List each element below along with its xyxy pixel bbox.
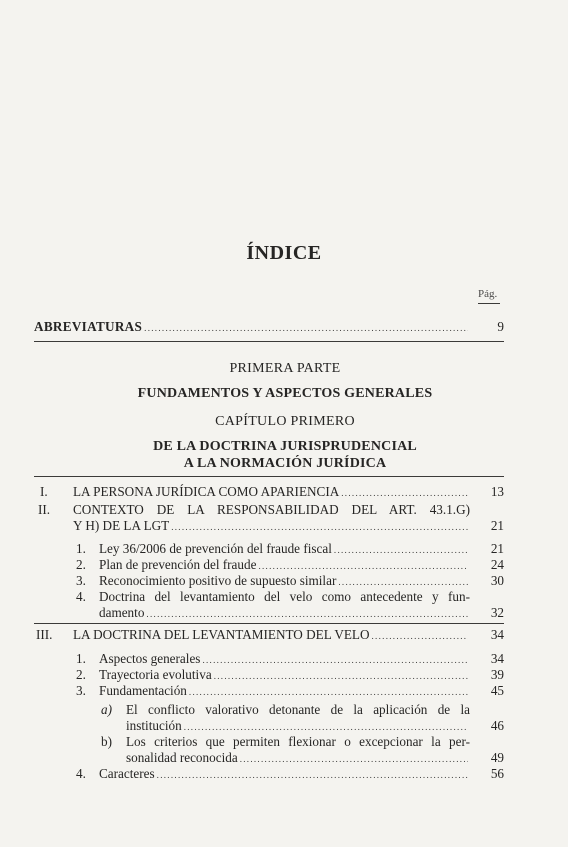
- sec2-item-4[interactable]: [99, 605, 470, 622]
- dot-leader: [189, 684, 468, 700]
- divider: [34, 476, 504, 477]
- subitem-title-cont: institución: [126, 718, 182, 733]
- section-number: II.: [38, 502, 51, 517]
- subitem-a[interactable]: [126, 718, 470, 735]
- item-number: 4.: [76, 589, 86, 604]
- sec3-item-3[interactable]: [99, 683, 470, 700]
- section-title: LA PERSONA JURÍDICA COMO APARIENCIA: [73, 484, 340, 499]
- part-heading: PRIMERA PARTE: [229, 361, 341, 376]
- item-number: 2.: [76, 667, 86, 682]
- section-number: III.: [36, 627, 53, 642]
- item-page: 32: [490, 605, 504, 620]
- page-label-underline: [478, 303, 500, 304]
- dot-leader: [184, 719, 468, 735]
- dot-leader: [202, 652, 468, 668]
- item-number: 4.: [76, 766, 86, 781]
- item-title: Ley 36/2006 de prevención del fraude fiscal: [99, 541, 332, 556]
- item-number: 1.: [76, 541, 86, 556]
- subitem-b-line-1[interactable]: Los criterios que permiten flexionar o excepcionar la per-: [126, 734, 470, 749]
- divider: [34, 341, 504, 342]
- item-title: Fundamentación: [99, 683, 187, 698]
- subitem-letter: a): [101, 702, 112, 717]
- subitem-page: 49: [490, 750, 504, 765]
- item-page: 56: [490, 766, 504, 781]
- dot-leader: [334, 542, 468, 558]
- dot-leader: [157, 767, 468, 783]
- subitem-b[interactable]: [126, 750, 470, 767]
- item-title: Plan de prevención del fraude: [99, 557, 257, 572]
- section-title-cont: Y H) DE LA LGT: [73, 518, 170, 533]
- abbreviations-entry[interactable]: [34, 319, 470, 336]
- item-number: 1.: [76, 651, 86, 666]
- section-1-entry[interactable]: [73, 484, 470, 501]
- item-page: 45: [490, 683, 504, 698]
- subitem-a-line-1[interactable]: El conflicto valorativo detonante de la aplicación de la: [126, 702, 470, 717]
- dot-leader: [341, 485, 468, 501]
- item-page: 21: [490, 541, 504, 556]
- section-2-entry[interactable]: [73, 518, 470, 535]
- chapter-title-line-2: A LA NORMACIÓN JURÍDICA: [183, 456, 387, 471]
- section-title: LA DOCTRINA DEL LEVANTAMIENTO DEL VELO: [73, 627, 370, 642]
- item-title: Caracteres: [99, 766, 155, 781]
- dot-leader: [171, 519, 468, 535]
- section-2-title-line-1[interactable]: CONTEXTO DE LA RESPONSABILIDAD DEL ART. 43.1.G): [73, 502, 470, 517]
- dot-leader: [240, 751, 468, 767]
- sec3-item-1[interactable]: [99, 651, 470, 668]
- abbreviations-label: ABREVIATURAS: [34, 319, 143, 334]
- section-number: I.: [40, 484, 48, 499]
- dot-leader: [146, 606, 468, 622]
- item-page: 39: [490, 667, 504, 682]
- sec2-item-4-line-1[interactable]: Doctrina del levantamiento del velo como antecedente y fun-: [99, 589, 470, 604]
- dot-leader: [372, 628, 469, 644]
- dot-leader: [338, 574, 468, 590]
- item-number: 3.: [76, 573, 86, 588]
- subitem-title-cont: sonalidad reconocida: [126, 750, 238, 765]
- divider: [34, 623, 504, 624]
- section-3-entry[interactable]: [73, 627, 470, 644]
- index-title: ÍNDICE: [246, 242, 322, 264]
- subitem-letter: b): [101, 734, 112, 749]
- page-column-label: Pág.: [478, 288, 498, 300]
- item-title: Aspectos generales: [99, 651, 201, 666]
- item-title: Reconocimiento positivo de supuesto similar: [99, 573, 337, 588]
- item-number: 3.: [76, 683, 86, 698]
- item-title: Trayectoria evolutiva: [99, 667, 212, 682]
- sec2-item-1[interactable]: [99, 541, 470, 558]
- abbreviations-page: 9: [497, 319, 504, 334]
- item-page: 30: [490, 573, 504, 588]
- section-page: 21: [490, 518, 504, 533]
- section-page: 13: [490, 484, 504, 499]
- item-page: 34: [490, 651, 504, 666]
- sec3-item-4[interactable]: [99, 766, 470, 783]
- dot-leader: [214, 668, 468, 684]
- item-title-cont: damento: [99, 605, 145, 620]
- subitem-page: 46: [490, 718, 504, 733]
- sec2-item-2[interactable]: [99, 557, 470, 574]
- sec3-item-2[interactable]: [99, 667, 470, 684]
- item-page: 24: [490, 557, 504, 572]
- chapter-title-line-1: DE LA DOCTRINA JURISPRUDENCIAL: [153, 439, 417, 454]
- part-title: FUNDAMENTOS Y ASPECTOS GENERALES: [137, 386, 433, 401]
- dot-leader: [144, 320, 468, 336]
- chapter-heading: CAPÍTULO PRIMERO: [215, 414, 355, 429]
- section-page: 34: [490, 627, 504, 642]
- item-number: 2.: [76, 557, 86, 572]
- dot-leader: [258, 558, 468, 574]
- sec2-item-3[interactable]: [99, 573, 470, 590]
